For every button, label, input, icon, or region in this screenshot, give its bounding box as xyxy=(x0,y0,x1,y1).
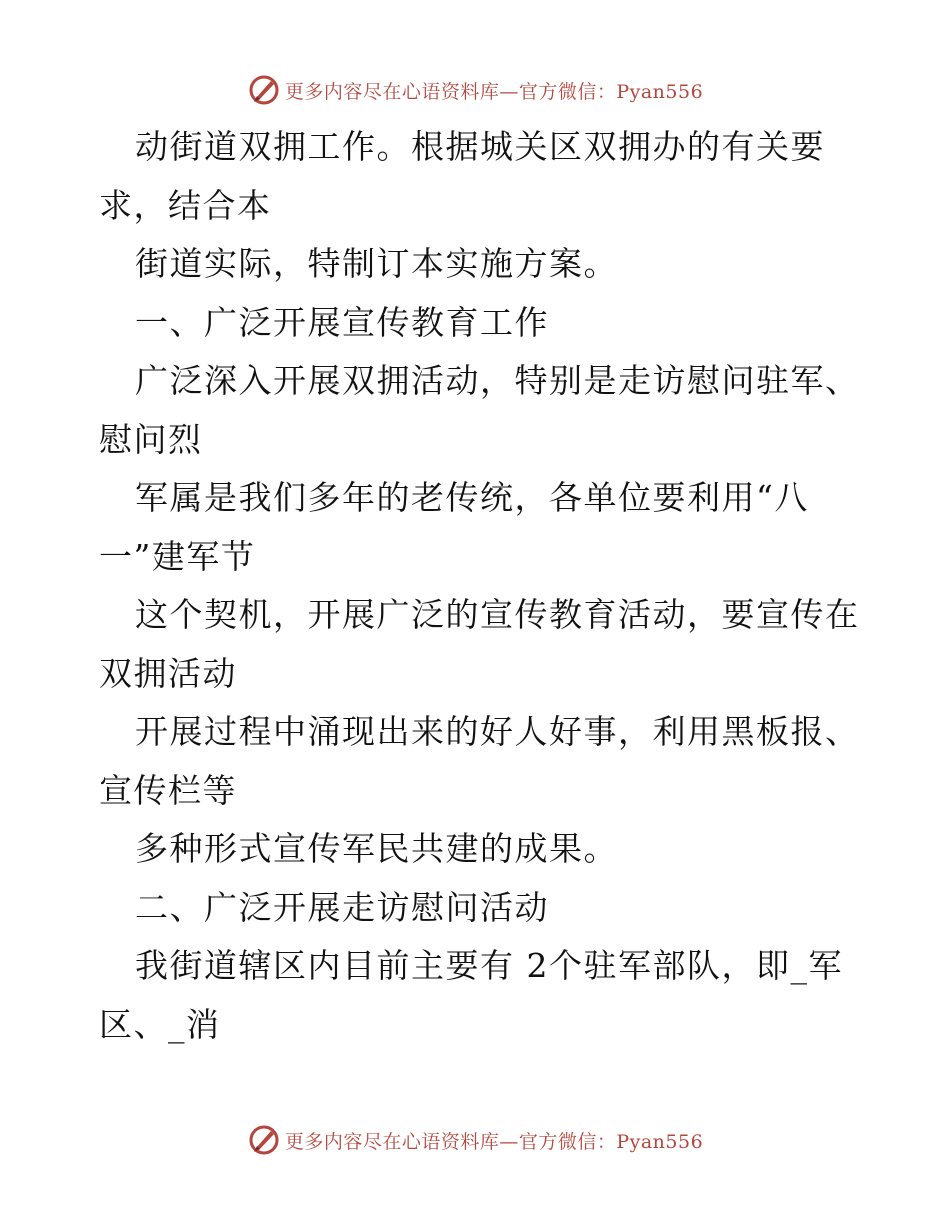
text-line: 多种形式宣传军民共建的成果。 xyxy=(135,829,618,868)
header-banner xyxy=(0,68,950,112)
pen-logo-icon xyxy=(247,1123,281,1157)
document-body xyxy=(99,118,859,1054)
header-banner-text: 更多内容尽在心语资料库—官方微信：Pyan556 xyxy=(284,80,704,103)
footer-banner xyxy=(0,1118,950,1162)
text-line: 动街道双拥工作。根据城关区双拥办的有关要 xyxy=(135,127,825,166)
text-line: 军属是我们多年的老传统，各单位要利用“八 xyxy=(135,478,809,517)
text-line: 这个契机，开展广泛的宣传教育活动，要宣传在 xyxy=(135,595,860,634)
text-line: 我街道辖区内目前主要有 2个驻军部队，即_军 xyxy=(135,946,843,985)
text-line: 区、_消 xyxy=(99,1004,221,1044)
text-line: 宣传栏等 xyxy=(99,770,237,810)
footer-banner-text: 更多内容尽在心语资料库—官方微信：Pyan556 xyxy=(284,1130,704,1153)
pen-logo-icon xyxy=(247,73,281,107)
text-line: 街道实际，特制订本实施方案。 xyxy=(135,244,618,283)
section-heading: 一、广泛开展宣传教育工作 xyxy=(135,302,549,342)
text-line: 一”建军节 xyxy=(99,536,256,576)
section-heading: 二、广泛开展走访慰问活动 xyxy=(135,887,549,927)
text-line: 求，结合本 xyxy=(99,185,272,225)
text-line: 双拥活动 xyxy=(99,653,237,693)
text-line: 开展过程中涌现出来的好人好事，利用黑板报、 xyxy=(135,712,860,751)
text-line: 慰问烈 xyxy=(99,419,203,459)
text-line: 广泛深入开展双拥活动，特别是走访慰问驻军、 xyxy=(135,361,860,400)
